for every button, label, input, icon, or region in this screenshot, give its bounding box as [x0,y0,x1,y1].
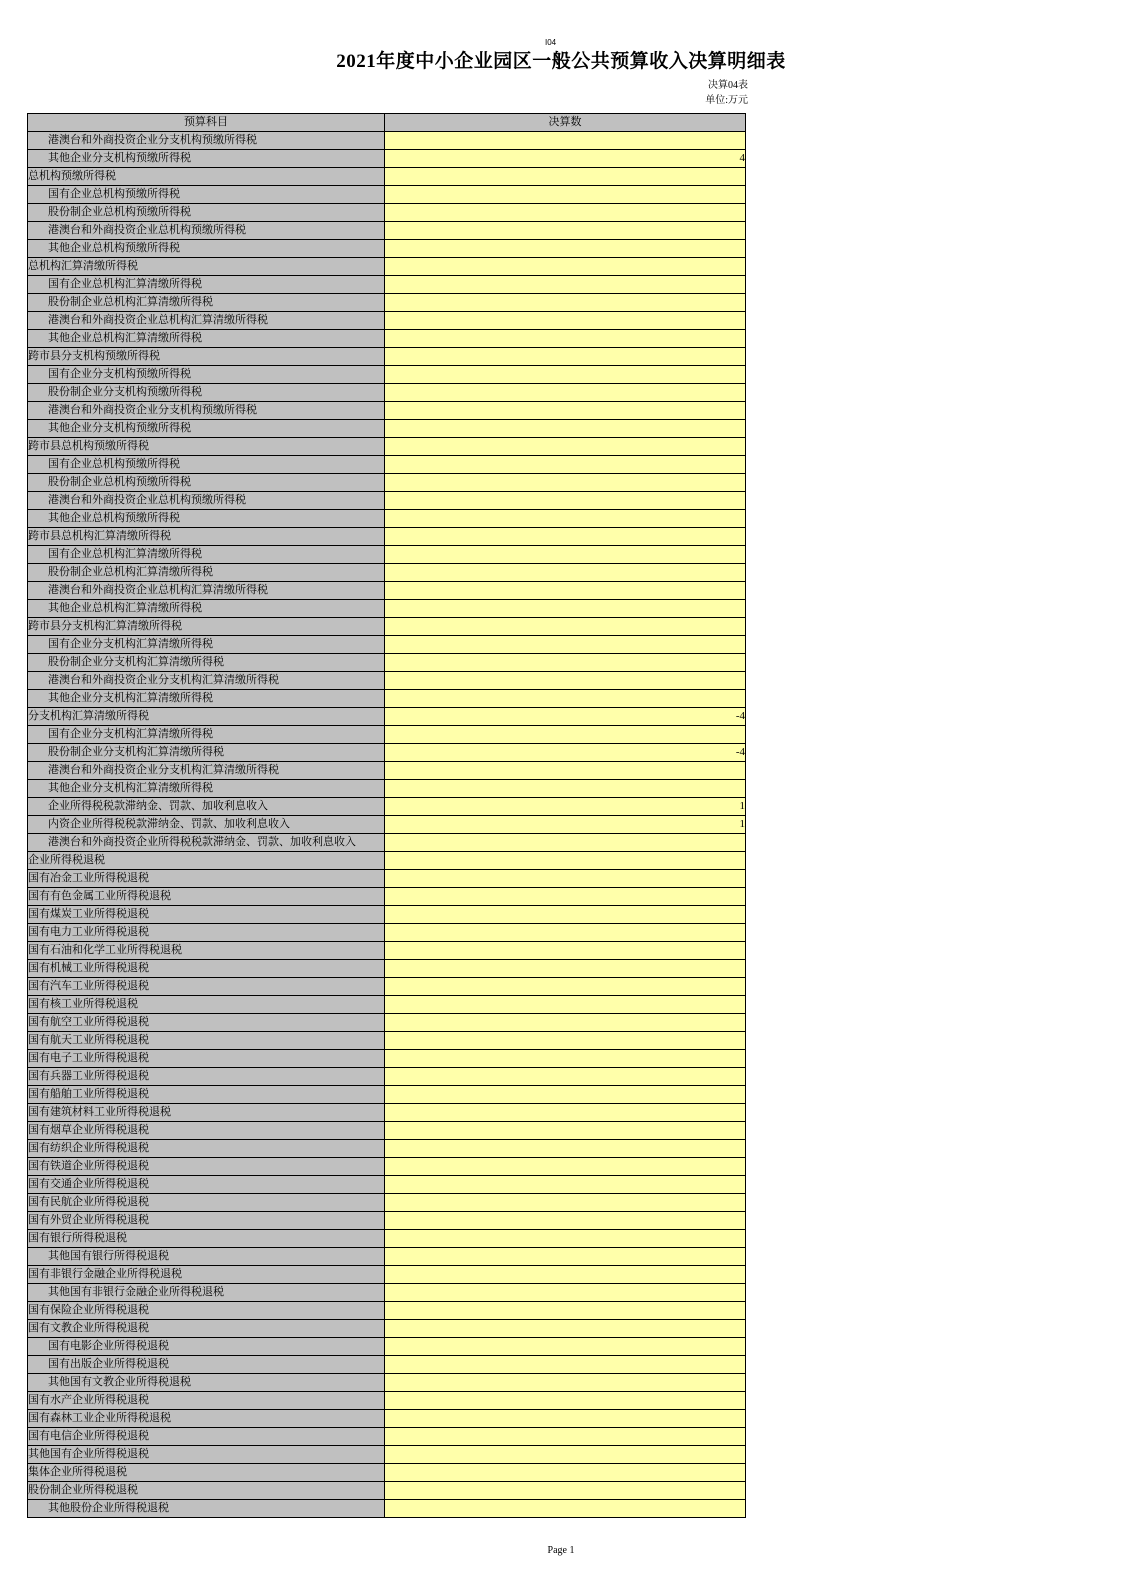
table-row [28,1374,746,1392]
table-code-label: 决算04表 [708,80,748,91]
cell-value[interactable] [385,600,746,618]
cell-value[interactable] [385,1320,746,1338]
cell-value[interactable] [385,636,746,654]
cell-value[interactable] [385,960,746,978]
cell-subject: 跨市县分支机构汇算清缴所得税 [28,618,385,636]
page-footer: Page 1 [547,1545,575,1556]
table-row [28,672,746,690]
cell-value[interactable] [385,870,746,888]
cell-value[interactable] [385,924,746,942]
cell-value[interactable] [385,1194,746,1212]
cell-subject: 内资企业所得税税款滞纳金、罚款、加收利息收入 [28,816,385,834]
cell-value[interactable] [385,474,746,492]
cell-subject: 港澳台和外商投资企业所得税税款滞纳金、罚款、加收利息收入 [28,834,385,852]
cell-subject: 股份制企业分支机构预缴所得税 [28,384,385,402]
cell-value[interactable]: -4 [385,744,746,762]
cell-subject: 国有企业分支机构预缴所得税 [28,366,385,384]
cell-value[interactable] [385,1158,746,1176]
table-row [28,1086,746,1104]
table-row [28,1194,746,1212]
cell-value[interactable]: 1 [385,816,746,834]
cell-value[interactable] [385,1446,746,1464]
table-row [28,1032,746,1050]
table-row [28,618,746,636]
table-row [28,546,746,564]
cell-subject: 国有核工业所得税退税 [28,996,385,1014]
table-row [28,294,746,312]
cell-subject: 国有银行所得税退税 [28,1230,385,1248]
table-row [28,1122,746,1140]
cell-subject: 国有企业总机构预缴所得税 [28,186,385,204]
cell-value[interactable] [385,1176,746,1194]
cell-value[interactable] [385,492,746,510]
cell-subject: 国有汽车工业所得税退税 [28,978,385,996]
table-row [28,384,746,402]
cell-subject: 其他企业总机构预缴所得税 [28,510,385,528]
cell-subject: 国有烟草企业所得税退税 [28,1122,385,1140]
table-row [28,366,746,384]
cell-value[interactable] [385,1302,746,1320]
cell-value[interactable]: 4 [385,150,746,168]
cell-value[interactable] [385,132,746,150]
table-row [28,1140,746,1158]
cell-subject: 其他企业分支机构预缴所得税 [28,150,385,168]
table-row [28,1410,746,1428]
cell-value[interactable] [385,528,746,546]
table-row [28,1248,746,1266]
cell-value[interactable] [385,240,746,258]
table-row [28,1302,746,1320]
cell-value[interactable] [385,582,746,600]
cell-value[interactable] [385,888,746,906]
cell-value[interactable] [385,618,746,636]
cell-subject: 港澳台和外商投资企业总机构汇算清缴所得税 [28,582,385,600]
cell-subject: 股份制企业总机构汇算清缴所得税 [28,294,385,312]
cell-value[interactable] [385,510,746,528]
cell-subject: 港澳台和外商投资企业总机构预缴所得税 [28,492,385,510]
cell-subject: 其他股份企业所得税退税 [28,1500,385,1518]
cell-value[interactable] [385,762,746,780]
cell-value[interactable] [385,780,746,798]
cell-value[interactable] [385,1410,746,1428]
cell-subject: 国有民航企业所得税退税 [28,1194,385,1212]
table-row [28,762,746,780]
cell-subject: 国有非银行金融企业所得税退税 [28,1266,385,1284]
table-row [28,1158,746,1176]
cell-value[interactable] [385,366,746,384]
cell-value[interactable] [385,1230,746,1248]
budget-detail-table [27,113,746,1518]
table-row [28,600,746,618]
column-header-subject: 预算科目 [28,114,385,132]
cell-subject: 国有企业分支机构汇算清缴所得税 [28,636,385,654]
cell-subject: 国有水产企业所得税退税 [28,1392,385,1410]
cell-subject: 国有有色金属工业所得税退税 [28,888,385,906]
unit-label: 单位:万元 [705,95,748,106]
cell-value[interactable] [385,1212,746,1230]
table-row [28,492,746,510]
table-row [28,654,746,672]
cell-value[interactable] [385,1338,746,1356]
table-row [28,438,746,456]
table-row [28,150,746,168]
cell-subject: 总机构预缴所得税 [28,168,385,186]
cell-value[interactable] [385,1086,746,1104]
table-row [28,276,746,294]
cell-subject: 国有出版企业所得税退税 [28,1356,385,1374]
cell-value[interactable] [385,1500,746,1518]
cell-value[interactable] [385,672,746,690]
cell-value[interactable] [385,942,746,960]
table-row [28,582,746,600]
cell-value[interactable] [385,204,746,222]
document-meta [705,78,748,108]
table-body [28,132,746,1518]
cell-value[interactable]: 1 [385,798,746,816]
table-row [28,690,746,708]
cell-value[interactable] [385,276,746,294]
cell-subject: 国有电信企业所得税退税 [28,1428,385,1446]
column-header-value: 决算数 [385,114,746,132]
cell-subject: 国有兵器工业所得税退税 [28,1068,385,1086]
table-row [28,1212,746,1230]
table-row [28,816,746,834]
cell-value[interactable] [385,384,746,402]
table-row [28,510,746,528]
cell-subject: 其他企业分支机构汇算清缴所得税 [28,690,385,708]
cell-value[interactable] [385,1068,746,1086]
cell-value[interactable] [385,978,746,996]
cell-subject: 其他企业总机构汇算清缴所得税 [28,600,385,618]
cell-subject: 国有铁道企业所得税退税 [28,1158,385,1176]
table-row [28,402,746,420]
table-row [28,204,746,222]
table-row [28,1482,746,1500]
table-row [28,564,746,582]
cell-subject: 其他企业分支机构汇算清缴所得税 [28,780,385,798]
cell-value[interactable] [385,294,746,312]
table-row [28,636,746,654]
table-row [28,924,746,942]
cell-subject: 国有航空工业所得税退税 [28,1014,385,1032]
table-row [28,708,746,726]
cell-value[interactable] [385,438,746,456]
cell-subject: 国有煤炭工业所得税退税 [28,906,385,924]
cell-value[interactable] [385,1050,746,1068]
cell-subject: 国有机械工业所得税退税 [28,960,385,978]
cell-subject: 国有森林工业企业所得税退税 [28,1410,385,1428]
cell-subject: 国有文教企业所得税退税 [28,1320,385,1338]
cell-subject: 国有建筑材料工业所得税退税 [28,1104,385,1122]
cell-subject: 国有电力工业所得税退税 [28,924,385,942]
table-row [28,330,746,348]
cell-value[interactable] [385,312,746,330]
cell-subject: 股份制企业总机构汇算清缴所得税 [28,564,385,582]
table-row [28,1068,746,1086]
cell-value[interactable] [385,348,746,366]
cell-subject: 港澳台和外商投资企业分支机构汇算清缴所得税 [28,762,385,780]
cell-subject: 国有外贸企业所得税退税 [28,1212,385,1230]
table-row [28,312,746,330]
table-row [28,348,746,366]
table-row [28,870,746,888]
cell-subject: 其他国有文教企业所得税退税 [28,1374,385,1392]
cell-value[interactable] [385,186,746,204]
cell-subject: 国有企业总机构汇算清缴所得税 [28,276,385,294]
cell-value[interactable] [385,168,746,186]
cell-value[interactable] [385,834,746,852]
table-row [28,888,746,906]
cell-subject: 其他企业分支机构预缴所得税 [28,420,385,438]
cell-subject: 国有电子工业所得税退税 [28,1050,385,1068]
cell-subject: 国有纺织企业所得税退税 [28,1140,385,1158]
cell-value[interactable] [385,1392,746,1410]
cell-value[interactable] [385,330,746,348]
table-row [28,798,746,816]
cell-subject: 股份制企业所得税退税 [28,1482,385,1500]
cell-subject: 国有交通企业所得税退税 [28,1176,385,1194]
cell-subject: 港澳台和外商投资企业分支机构预缴所得税 [28,402,385,420]
table-row [28,258,746,276]
table-row [28,1356,746,1374]
table-row [28,996,746,1014]
cell-subject: 国有冶金工业所得税退税 [28,870,385,888]
cell-value[interactable] [385,1014,746,1032]
cell-value[interactable] [385,456,746,474]
cell-subject: 国有航天工业所得税退税 [28,1032,385,1050]
table-row [28,1104,746,1122]
cell-subject: 股份制企业总机构预缴所得税 [28,204,385,222]
table-row [28,168,746,186]
table-row [28,1284,746,1302]
cell-value[interactable] [385,1140,746,1158]
cell-value[interactable] [385,1374,746,1392]
table-row [28,1050,746,1068]
page-superscript-code: I04 [545,38,557,47]
table-row [28,528,746,546]
cell-value[interactable] [385,1428,746,1446]
cell-subject: 其他国有企业所得税退税 [28,1446,385,1464]
cell-value[interactable] [385,1482,746,1500]
table-row [28,1176,746,1194]
table-row [28,1266,746,1284]
cell-value[interactable] [385,1356,746,1374]
table-row [28,1320,746,1338]
table-row [28,852,746,870]
table-row [28,222,746,240]
table-row [28,1428,746,1446]
cell-subject: 国有电影企业所得税退税 [28,1338,385,1356]
cell-value[interactable] [385,1284,746,1302]
cell-value[interactable]: -4 [385,708,746,726]
cell-value[interactable] [385,1464,746,1482]
cell-value[interactable] [385,852,746,870]
table-row [28,726,746,744]
cell-value[interactable] [385,690,746,708]
table-row [28,240,746,258]
cell-subject: 跨市县总机构预缴所得税 [28,438,385,456]
cell-subject: 国有船舶工业所得税退税 [28,1086,385,1104]
table-row [28,456,746,474]
cell-value[interactable] [385,996,746,1014]
cell-value[interactable] [385,258,746,276]
table-row [28,1338,746,1356]
cell-value[interactable] [385,726,746,744]
cell-subject: 港澳台和外商投资企业总机构预缴所得税 [28,222,385,240]
cell-value[interactable] [385,1104,746,1122]
table-row [28,942,746,960]
cell-value[interactable] [385,1248,746,1266]
table-row [28,420,746,438]
table-row [28,1392,746,1410]
cell-value[interactable] [385,564,746,582]
cell-value[interactable] [385,1266,746,1284]
cell-value[interactable] [385,222,746,240]
cell-subject: 企业所得税税款滞纳金、罚款、加收利息收入 [28,798,385,816]
table-row [28,1014,746,1032]
table-row [28,960,746,978]
cell-subject: 国有企业总机构汇算清缴所得税 [28,546,385,564]
cell-value[interactable] [385,1032,746,1050]
cell-subject: 股份制企业总机构预缴所得税 [28,474,385,492]
table-row [28,780,746,798]
cell-value[interactable] [385,402,746,420]
table-row [28,978,746,996]
table-header-row [28,114,746,132]
cell-subject: 国有石油和化学工业所得税退税 [28,942,385,960]
table-row [28,834,746,852]
table-row [28,1230,746,1248]
cell-subject: 跨市县分支机构预缴所得税 [28,348,385,366]
cell-subject: 其他国有非银行金融企业所得税退税 [28,1284,385,1302]
cell-value[interactable] [385,654,746,672]
cell-subject: 国有企业总机构预缴所得税 [28,456,385,474]
table-row [28,1464,746,1482]
cell-subject: 其他企业总机构预缴所得税 [28,240,385,258]
table-row [28,906,746,924]
table-row [28,744,746,762]
table-row [28,132,746,150]
cell-subject: 国有保险企业所得税退税 [28,1302,385,1320]
cell-subject: 企业所得税退税 [28,852,385,870]
cell-subject: 港澳台和外商投资企业分支机构汇算清缴所得税 [28,672,385,690]
page-title: 2021年度中小企业园区一般公共预算收入决算明细表 [336,51,786,72]
cell-subject: 港澳台和外商投资企业分支机构预缴所得税 [28,132,385,150]
cell-subject: 其他企业总机构汇算清缴所得税 [28,330,385,348]
cell-value[interactable] [385,1122,746,1140]
table-row [28,1446,746,1464]
cell-subject: 股份制企业分支机构汇算清缴所得税 [28,744,385,762]
table-row [28,1500,746,1518]
cell-subject: 股份制企业分支机构汇算清缴所得税 [28,654,385,672]
cell-value[interactable] [385,906,746,924]
cell-subject: 国有企业分支机构汇算清缴所得税 [28,726,385,744]
cell-value[interactable] [385,420,746,438]
table-row [28,474,746,492]
cell-subject: 其他国有银行所得税退税 [28,1248,385,1266]
cell-value[interactable] [385,546,746,564]
cell-subject: 分支机构汇算清缴所得税 [28,708,385,726]
cell-subject: 集体企业所得税退税 [28,1464,385,1482]
cell-subject: 港澳台和外商投资企业总机构汇算清缴所得税 [28,312,385,330]
cell-subject: 跨市县总机构汇算清缴所得税 [28,528,385,546]
cell-subject: 总机构汇算清缴所得税 [28,258,385,276]
table-row [28,186,746,204]
